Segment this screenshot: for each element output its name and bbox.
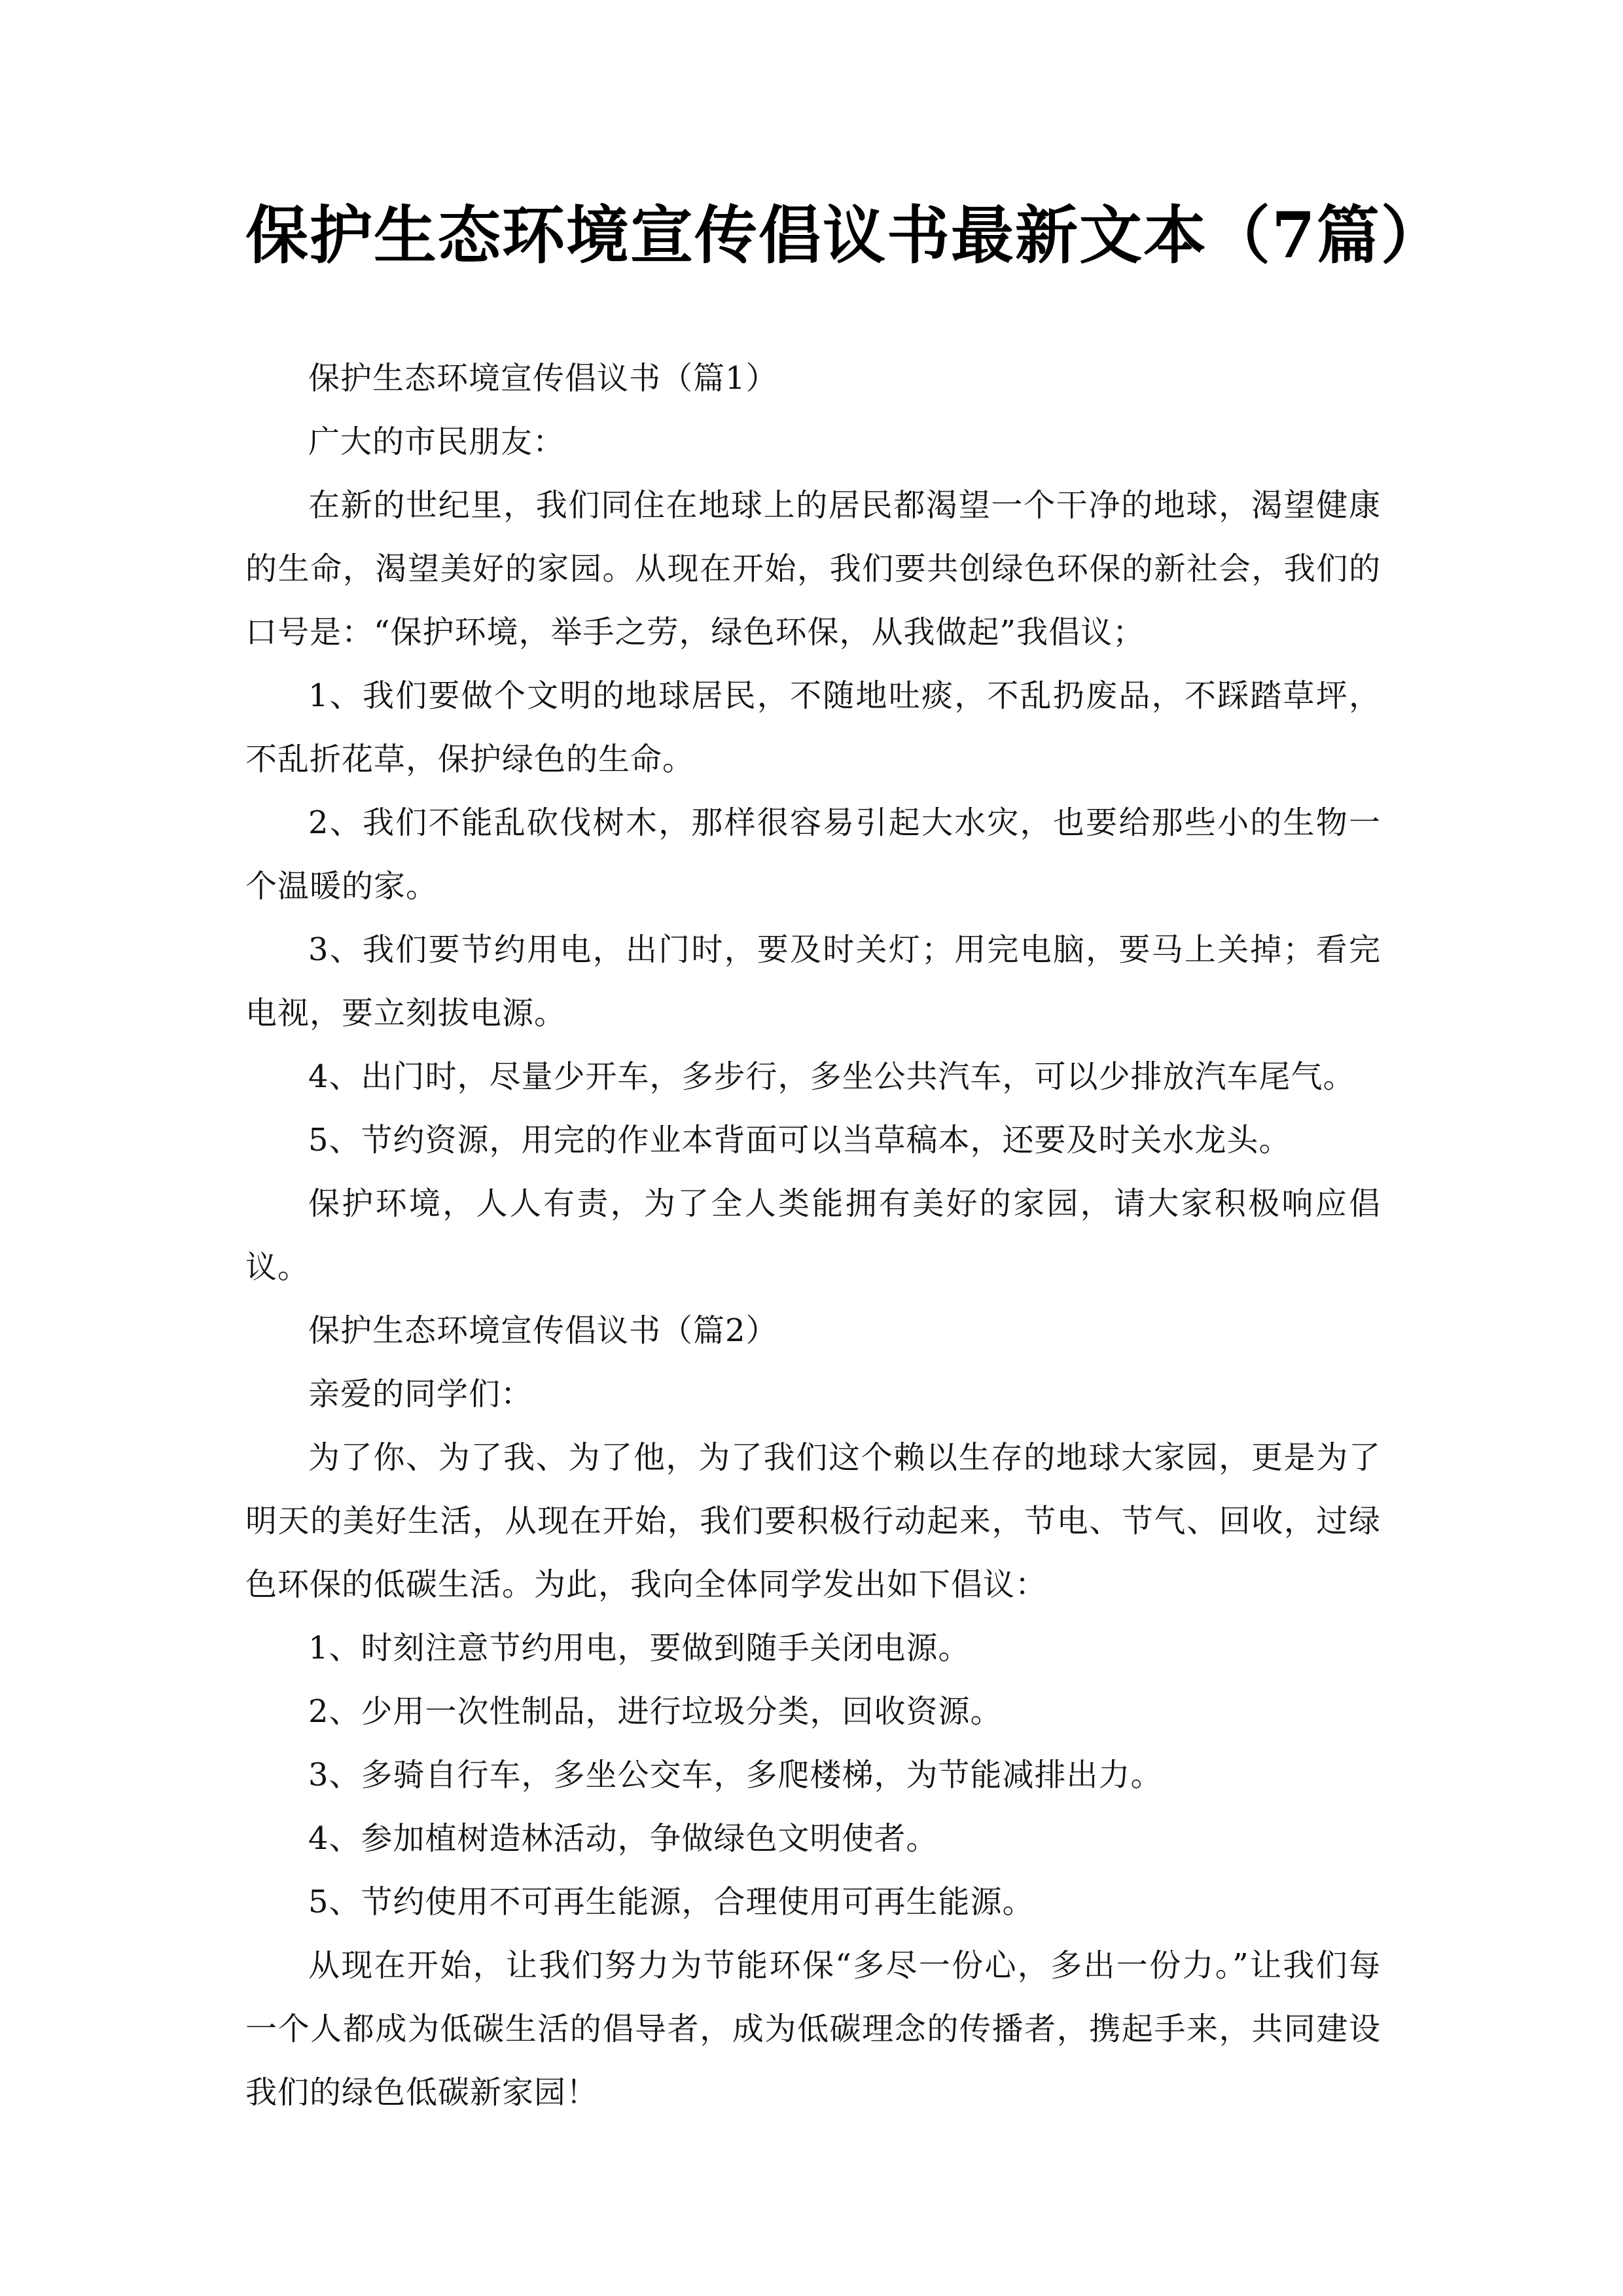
list-item: 2、少用一次性制品，进行垃圾分类，回收资源。 bbox=[308, 1693, 1003, 1730]
list-item: 4、参加植树造林活动，争做绿色文明使者。 bbox=[308, 1820, 938, 1857]
list-item: 1、时刻注意节约用电，要做到随手关闭电源。 bbox=[308, 1630, 971, 1666]
paragraph: 在新的世纪里，我们同住在地球上的居民都渴望一个干净的地球，渴望健康的生命，渴望美好的家园。从现在开始，我们要共创绿色环保的新社会，我们的口号是：“保护环境，举手之劳，绿色环保，从我做起”我倡议； bbox=[245, 487, 1381, 651]
list-item: 3、多骑自行车，多坐公交车，多爬楼梯，为节能减排出力。 bbox=[308, 1757, 1163, 1793]
list-item: 2、我们不能乱砍伐树木，那样很容易引起大水灾，也要给那些小的生物一个温暖的家。 bbox=[245, 804, 1381, 905]
greeting: 广大的市民朋友： bbox=[308, 423, 565, 460]
section-1 bbox=[245, 347, 1381, 1299]
list-item: 5、节约使用不可再生能源，合理使用可再生能源。 bbox=[308, 1884, 1035, 1920]
section-heading: 保护生态环境宣传倡议书（篇1） bbox=[308, 360, 778, 397]
list-item: 3、我们要节约用电，出门时，要及时关灯；用完电脑，要马上关掉；看完电视，要立刻拔电源。 bbox=[245, 931, 1381, 1031]
list-item: 4、出门时，尽量少开车，多步行，多坐公共汽车，可以少排放汽车尾气。 bbox=[308, 1058, 1355, 1095]
greeting: 亲爱的同学们： bbox=[308, 1376, 533, 1412]
closing-paragraph: 保护环境，人人有责，为了全人类能拥有美好的家园，请大家积极响应倡议。 bbox=[245, 1185, 1381, 1285]
list-item: 1、我们要做个文明的地球居民，不随地吐痰，不乱扔废品，不踩踏草坪，不乱折花草，保护绿色的生命。 bbox=[245, 677, 1381, 778]
document-title: 保护生态环境宣传倡议书最新文本（7篇） bbox=[245, 198, 1445, 272]
paragraph: 为了你、为了我、为了他，为了我们这个赖以生存的地球大家园，更是为了明天的美好生活，从现在开始，我们要积极行动起来，节电、节气、回收，过绿色环保的低碳生活。为此，我向全体同学发出如下倡议： bbox=[245, 1439, 1381, 1603]
section-2 bbox=[245, 1299, 1381, 2125]
document-body bbox=[245, 347, 1381, 2125]
section-heading: 保护生态环境宣传倡议书（篇2） bbox=[308, 1312, 778, 1349]
list-item: 5、节约资源，用完的作业本背面可以当草稿本，还要及时关水龙头。 bbox=[308, 1122, 1291, 1158]
closing-paragraph: 从现在开始，让我们努力为节能环保“多尽一份心，多出一份力。”让我们每一个人都成为低碳生活的倡导者，成为低碳理念的传播者，携起手来，共同建设我们的绿色低碳新家园！ bbox=[245, 1947, 1381, 2111]
